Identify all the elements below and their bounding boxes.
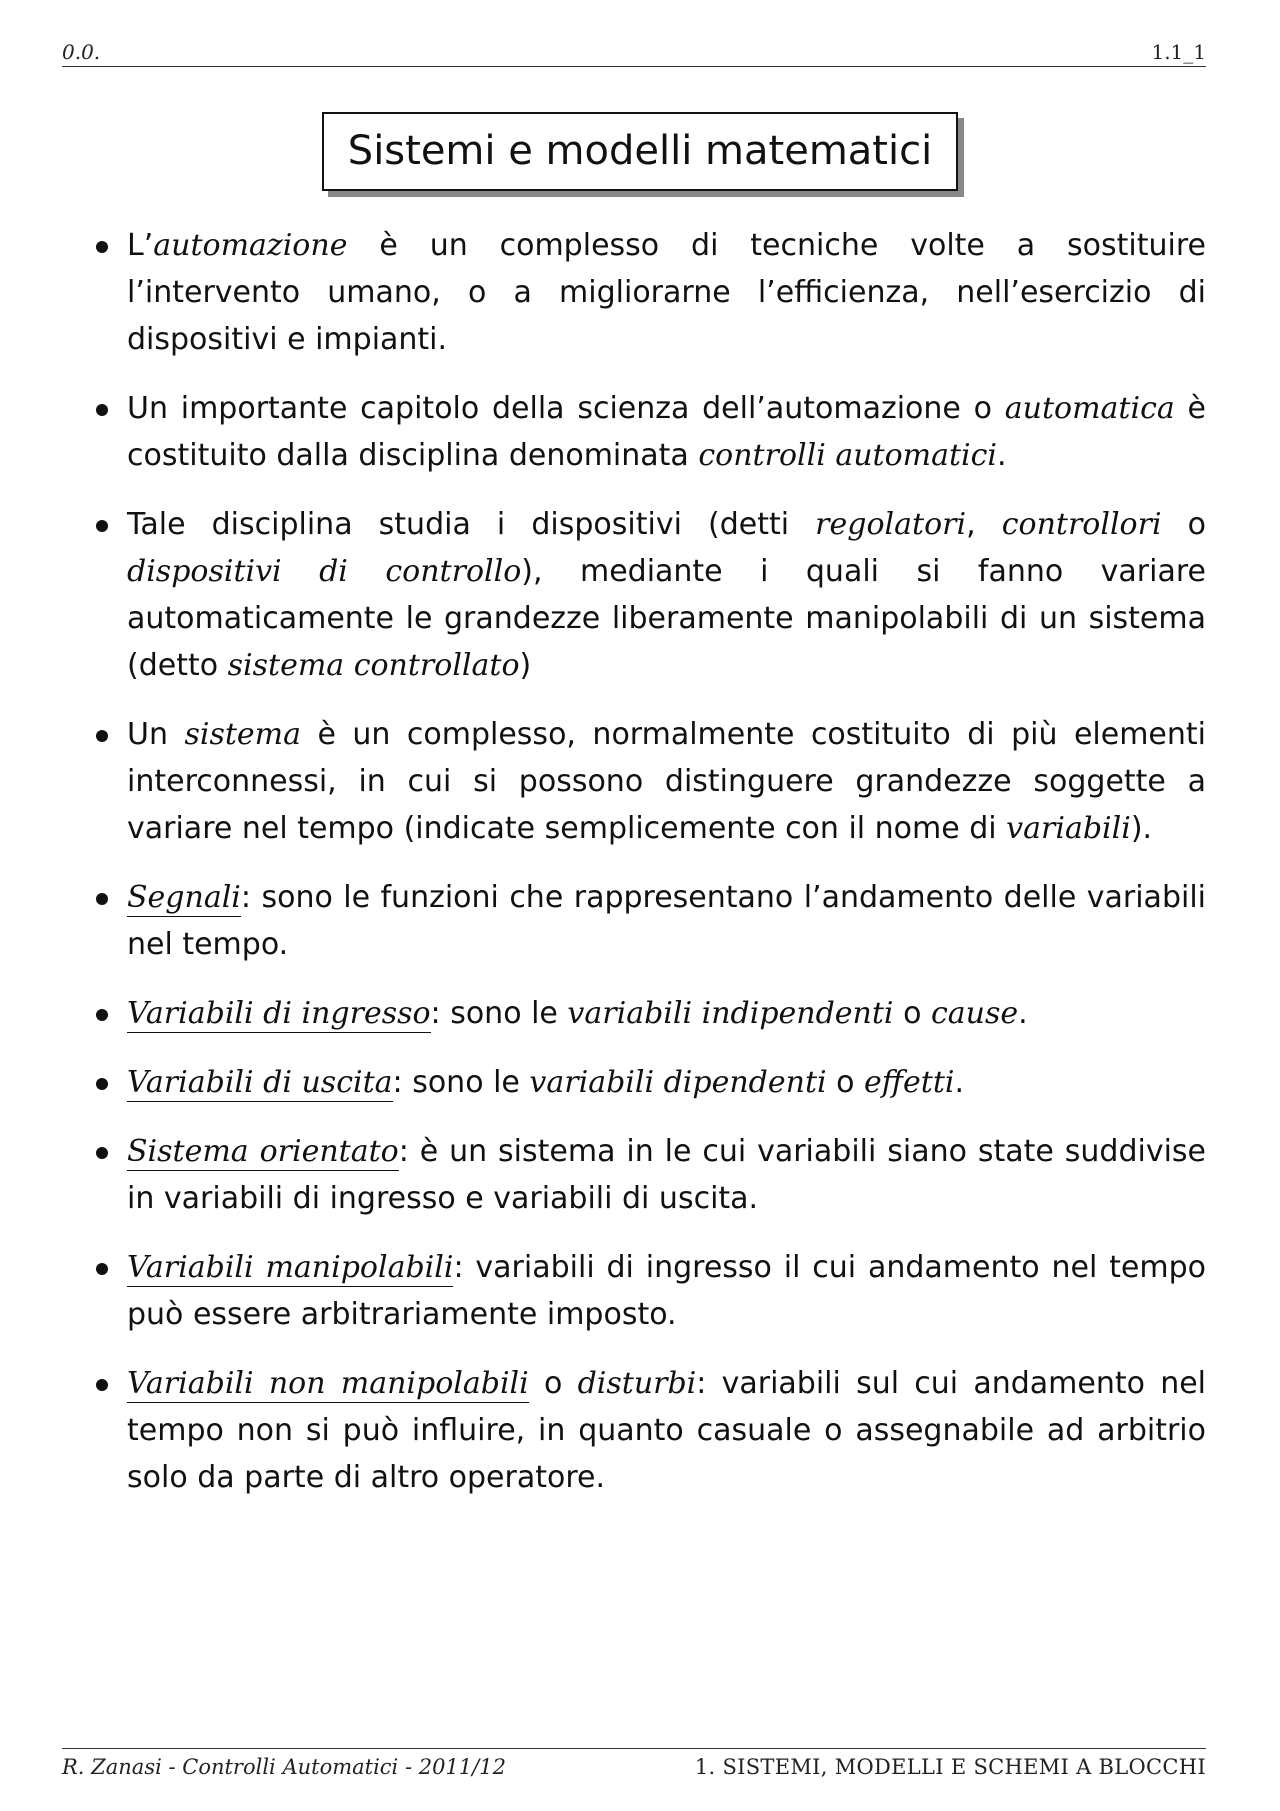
- list-item: Variabili di ingresso: sono le variabili indipendenti o cause.: [94, 990, 1206, 1037]
- title-container: [0, 112, 1280, 191]
- footer-chapter-title: 1. SISTEMI, MODELLI E SCHEMI A BLOCCHI: [694, 1755, 1206, 1779]
- header-section-number: 0.0.: [62, 40, 101, 64]
- list-item: Sistema orientato: è un sistema in le cui variabili siano state suddivise in variabili di ingresso e variabili di uscita.: [94, 1128, 1206, 1222]
- footer-author-course: R. Zanasi - Controlli Automatici - 2011/12: [62, 1755, 506, 1779]
- term-automatica: automatica: [1004, 391, 1175, 426]
- term-dispositivi-di-controllo: dispositivi di controllo: [127, 554, 522, 589]
- term-sistema: sistema: [184, 717, 301, 752]
- term-sistema-controllato: sistema controllato: [227, 648, 520, 683]
- term-controllori: controllori: [1001, 507, 1162, 542]
- bullet-list: [94, 222, 1206, 1523]
- definition-term-variabili-manipolabili: Variabili manipolabili: [127, 1250, 454, 1285]
- page-title: Sistemi e modelli matematici: [322, 112, 958, 191]
- list-item: Variabili non manipolabili o disturbi: variabili sul cui andamento nel tempo non si può influire, in quanto casuale o assegnabile ad arbitrio solo da parte di altro operatore.: [94, 1360, 1206, 1501]
- term-variabili-dipendenti: variabili dipendenti: [529, 1065, 827, 1100]
- term-controlli-automatici: controlli automatici: [698, 438, 998, 473]
- definition-term-variabili-di-uscita: Variabili di uscita: [127, 1065, 393, 1100]
- list-item: Segnali: sono le funzioni che rappresentano l’andamento delle variabili nel tempo.: [94, 874, 1206, 968]
- list-item: L’automazione è un complesso di tecniche volte a sostituire l’intervento umano, o a migliorarne l’efficienza, nell’esercizio di dispositivi e impianti.: [94, 222, 1206, 363]
- term-variabili: variabili: [1006, 811, 1131, 846]
- page-header: [62, 40, 1206, 67]
- term-cause: cause: [930, 996, 1019, 1031]
- list-item: Variabili manipolabili: variabili di ingresso il cui andamento nel tempo può essere arbitrariamente imposto.: [94, 1244, 1206, 1338]
- page-footer: [62, 1748, 1206, 1779]
- term-variabili-indipendenti: variabili indipendenti: [567, 996, 894, 1031]
- list-item: Un sistema è un complesso, normalmente costituito di più elementi interconnessi, in cui si possono distinguere grandezze soggette a variare nel tempo (indicate semplicemente con il nome di variabili).: [94, 711, 1206, 852]
- term-disturbi: disturbi: [577, 1366, 697, 1401]
- term-regolatori: regolatori: [815, 507, 967, 542]
- definition-term-variabili-non-manipolabili: Variabili non manipolabili: [127, 1366, 529, 1401]
- definition-term-sistema-orientato: Sistema orientato: [127, 1134, 399, 1169]
- definition-term-segnali: Segnali: [127, 880, 241, 915]
- term-effetti: effetti: [864, 1065, 955, 1100]
- definition-term-variabili-di-ingresso: Variabili di ingresso: [127, 996, 431, 1031]
- list-item: Tale disciplina studia i dispositivi (detti regolatori, controllori o dispositivi di controllo), mediante i quali si fanno variare automaticamente le grandezze liberamente manipolabili di un sistema (detto sistema controllato): [94, 501, 1206, 689]
- list-item: Variabili di uscita: sono le variabili dipendenti o effetti.: [94, 1059, 1206, 1106]
- header-slide-number: 1.1_1: [1151, 40, 1206, 64]
- list-item: Un importante capitolo della scienza dell’automazione o automatica è costituito dalla disciplina denominata controlli automatici.: [94, 385, 1206, 479]
- term-automazione: automazione: [153, 228, 348, 263]
